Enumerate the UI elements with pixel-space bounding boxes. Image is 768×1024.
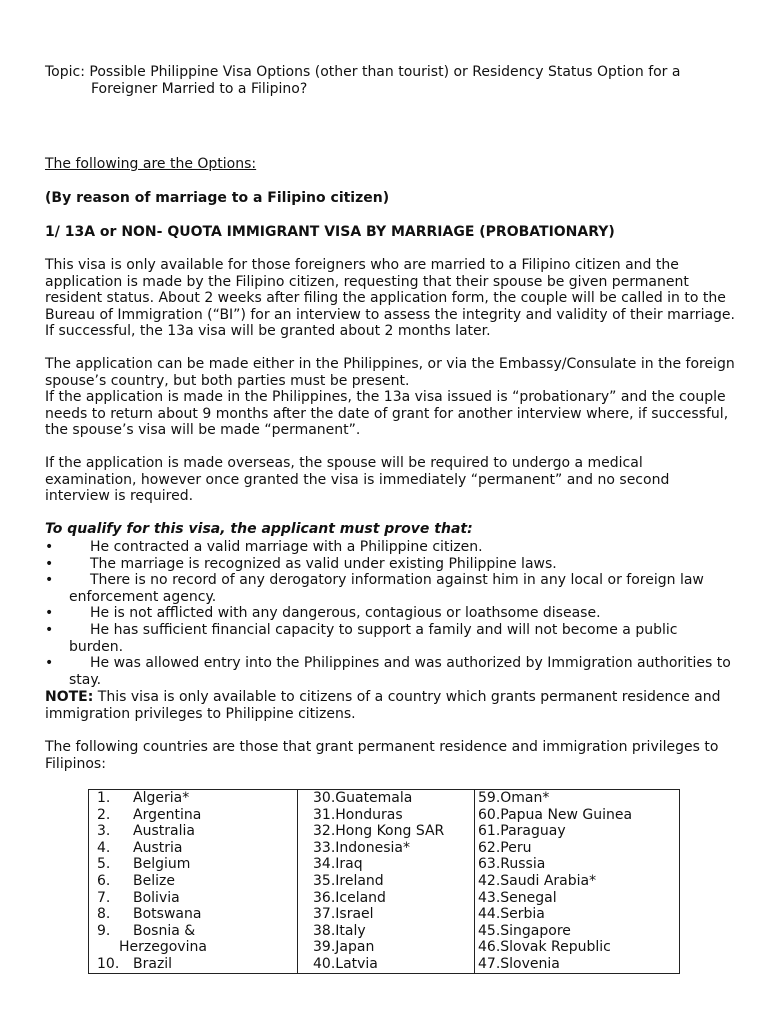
list-item: • The marriage is recognized as valid under existing Philippine laws.: [45, 556, 735, 573]
country-item: 46.Slovak Republic: [478, 939, 611, 956]
paragraph-application-where: The application can be made either in the Philippines, or via the Embassy/Consulate in the foreign spouse’s country, but both parties must be present.: [45, 356, 735, 389]
country-item: 59.Oman*: [478, 790, 550, 806]
note-label: NOTE:: [45, 689, 94, 705]
country-item: 2. Argentina: [97, 806, 202, 823]
paragraph-application-philippines: If the application is made in the Philippines, the 13a visa issued is “probationary” and the couple needs to return about 9 months after the date of grant for another interview where, if successful, the spouse’s visa will be made “permanent”.: [45, 389, 729, 439]
paragraph-overseas: If the application is made overseas, the spouse will be required to undergo a medical examination, however once granted the visa is immediately “permanent” and no second interview is required.: [45, 455, 670, 505]
country-item: 8. Botswana: [97, 906, 202, 923]
list-item: • He contracted a valid marriage with a Philippine citizen.: [45, 539, 735, 556]
country-item: 61.Paraguay: [478, 823, 566, 840]
countries-column-3: [475, 790, 680, 974]
requirements-list: [45, 539, 735, 688]
country-item: 60.Papua New Guinea: [478, 806, 633, 823]
country-item: 40.Latvia: [313, 955, 378, 972]
paragraph-visa-description: This visa is only available for those foreigners who are married to a Filipino citizen and the application is made by the Filipino citizen, requesting that their spouse be given permanent resident status. About 2 weeks after filing the application form, the couple will be called in to the Bureau of Immigration (“BI”) for an interview to assess the integrity and validity of their marriage. If successful, the 13a visa will be granted about 2 months later.: [45, 257, 735, 340]
topic-line-2: Foreigner Married to a Filipino?: [91, 81, 308, 97]
countries-column-1: [89, 790, 298, 974]
topic: [45, 64, 745, 98]
country-item: 1. Algeria*: [97, 790, 190, 806]
qualify-heading: To qualify for this visa, the applicant must prove that:: [45, 521, 473, 537]
country-item: 31.Honduras: [313, 806, 403, 823]
country-item: 43.Senegal: [478, 889, 557, 906]
topic-line-1: Topic: Possible Philippine Visa Options (other than tourist) or Residency Status Option for a: [45, 64, 681, 80]
country-item: 32.Hong Kong SAR: [313, 823, 445, 840]
country-item: 37.Israel: [313, 906, 374, 923]
country-item: 47.Slovenia: [478, 955, 560, 972]
note: [45, 689, 735, 722]
country-item: 62.Peru: [478, 839, 532, 856]
country-item: 36.Iceland: [313, 889, 386, 906]
list-item: • He was allowed entry into the Philippines and was authorized by Immigration authorities to stay.: [45, 655, 735, 688]
countries-column-2: [298, 790, 475, 974]
list-item: • He is not afflicted with any dangerous, contagious or loathsome disease.: [45, 605, 735, 622]
country-item: 42.Saudi Arabia*: [478, 872, 597, 889]
country-item: 63.Russia: [478, 856, 546, 873]
country-item: 5. Belgium: [97, 856, 191, 873]
country-item: 33.Indonesia*: [313, 839, 410, 856]
note-text: This visa is only available to citizens of a country which grants permanent residence and immigration privileges to Philippine citizens.: [45, 689, 721, 722]
country-item: 7. Bolivia: [97, 889, 180, 906]
list-item: • There is no record of any derogatory information against him in any local or foreign law enforcement agency.: [45, 572, 735, 605]
paragraph-application: [45, 356, 735, 439]
country-item: 10. Brazil: [97, 955, 173, 972]
country-item: 45.Singapore: [478, 922, 571, 939]
country-item: 39.Japan: [313, 939, 375, 956]
country-item: 34.Iraq: [313, 856, 363, 873]
country-item: 6. Belize: [97, 872, 175, 889]
country-item: 9. Bosnia & Herzegovina: [97, 922, 207, 956]
country-item: 30.Guatemala: [313, 790, 413, 806]
visa-heading: 1/ 13A or NON- QUOTA IMMIGRANT VISA BY MARRIAGE (PROBATIONARY): [45, 224, 615, 240]
countries-intro: The following countries are those that grant permanent residence and immigration privileges to Filipinos:: [45, 739, 719, 772]
country-item: 44.Serbia: [478, 906, 545, 923]
options-heading: The following are the Options:: [45, 156, 257, 172]
section-heading: (By reason of marriage to a Filipino citizen): [45, 190, 390, 206]
country-item: 4. Austria: [97, 839, 183, 856]
countries-table: [88, 789, 680, 974]
list-item: • He has sufficient financial capacity to support a family and will not become a public burden.: [45, 622, 735, 655]
country-item: 38.Italy: [313, 922, 366, 939]
table-row: [89, 790, 680, 974]
country-item: 35.Ireland: [313, 872, 384, 889]
country-item: 3. Australia: [97, 823, 195, 840]
